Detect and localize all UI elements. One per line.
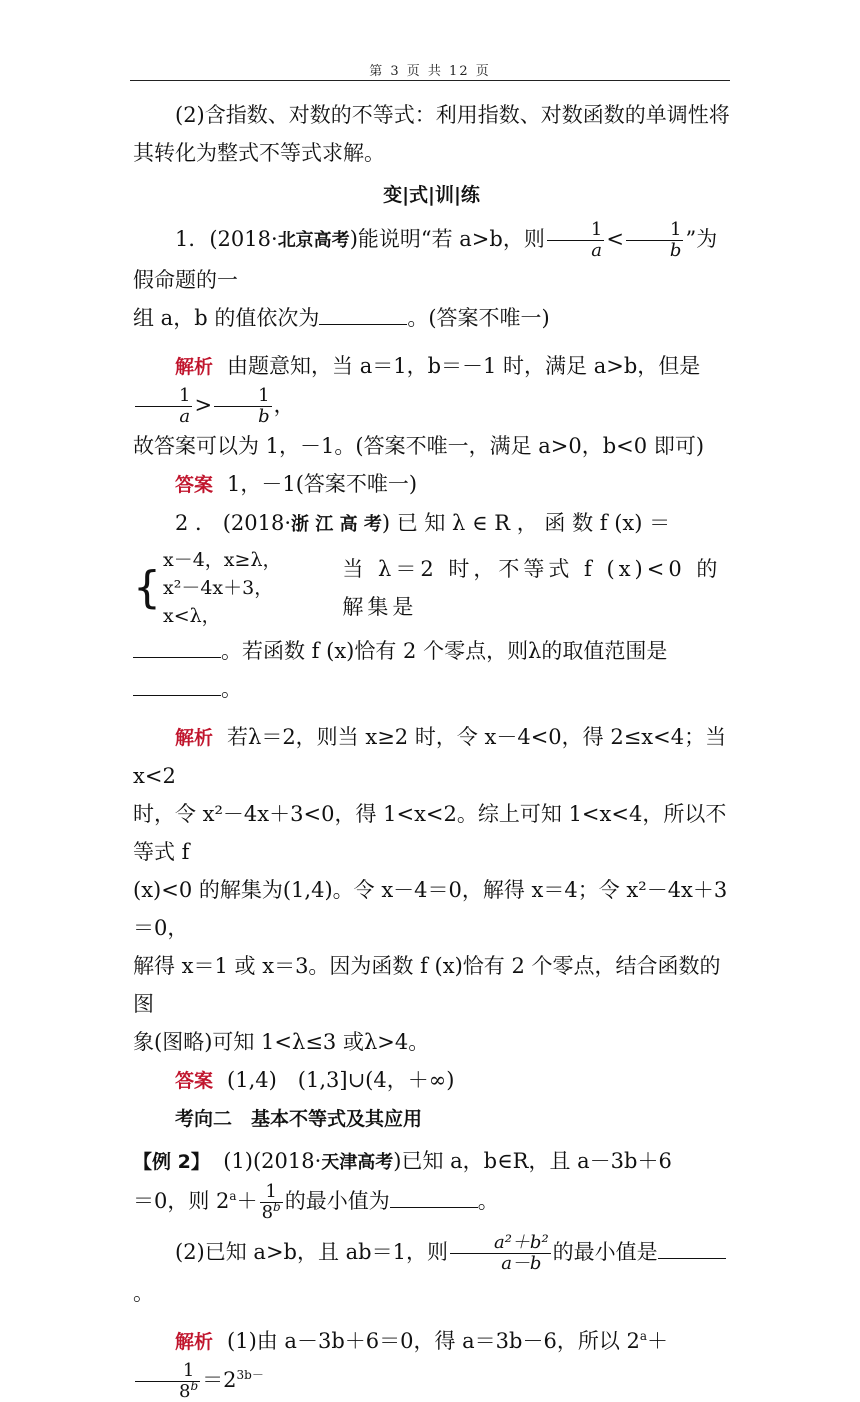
ex2-p1-frac-den bbox=[260, 1200, 283, 1223]
q1-analysis-frac-1 bbox=[135, 386, 192, 427]
q2-analysis-line1 bbox=[133, 718, 730, 795]
q2-line3-c: 。 bbox=[221, 677, 242, 701]
q1-analysis-frac-2-num: 1 bbox=[214, 386, 272, 407]
ex2-line2 bbox=[133, 1182, 730, 1223]
q1-analysis-label: 解析 bbox=[175, 356, 214, 378]
ex2-p2-frac-num: a²＋b² bbox=[450, 1233, 551, 1254]
q1-analysis-line1 bbox=[133, 347, 730, 427]
q1-analysis-a: 由题意知，当 a＝1，b＝－1 时，满足 a>b，但是 bbox=[227, 354, 701, 378]
q1-answer: 1，－1(答案不唯一) bbox=[227, 472, 418, 496]
ex2-p2-c: 。 bbox=[133, 1281, 154, 1305]
ex2-analysis-sup-a: a bbox=[639, 1329, 648, 1343]
para-2-line2: 其转化为整式不等式求解。 bbox=[133, 141, 385, 165]
q1-frac-1 bbox=[547, 220, 604, 261]
q2-analysis-label: 解析 bbox=[175, 727, 214, 749]
q2-prefix: 2 ． (2018· bbox=[175, 511, 292, 535]
q1-analysis-frac-2 bbox=[214, 386, 272, 427]
q2-cases bbox=[163, 546, 306, 630]
para-2-line1: (2)含指数、对数的不等式：利用指数、对数函数的单调性将 bbox=[175, 103, 730, 127]
ex2-p2-b: 的最小值是 bbox=[552, 1240, 658, 1264]
q1-line2-b: 。(答案不唯一) bbox=[407, 306, 550, 330]
q2-piecewise bbox=[133, 546, 730, 630]
q1-frac-2-den: b bbox=[669, 240, 682, 261]
ex2-p2-a: (2)已知 a>b，且 ab＝1，则 bbox=[175, 1240, 448, 1264]
q1-analysis-b: ， bbox=[273, 393, 295, 417]
q1-frac-1-den: a bbox=[591, 240, 602, 261]
ex2-analysis-label: 解析 bbox=[175, 1331, 214, 1353]
q1-analysis-line2: 故答案可以为 1，－1。(答案不唯一，满足 a>0，b<0 即可) bbox=[133, 434, 705, 458]
q2-line3 bbox=[133, 632, 730, 708]
q1-op: < bbox=[606, 227, 624, 251]
q1-line2-a: 组 a，b 的值依次为 bbox=[133, 306, 320, 330]
ex2-label: 【例 2】 bbox=[133, 1151, 210, 1173]
q1-line1 bbox=[133, 220, 730, 299]
ex2-p1-frac-num: 1 bbox=[260, 1182, 283, 1203]
ex2-p1-source: 天津高考 bbox=[321, 1152, 394, 1173]
q1-answer-blank bbox=[319, 306, 407, 325]
q1-analysis-frac-1-den: a bbox=[179, 406, 191, 427]
q2-analysis-1: 若λ＝2，则当 x≥2 时，令 x－4<0，得 2≤x<4；当 x<2 bbox=[133, 725, 727, 788]
ex2-blank-2 bbox=[658, 1240, 726, 1259]
q2-source: 浙 江 高 考 bbox=[291, 514, 382, 535]
ex2-p1-line2-b: 的最小值为 bbox=[284, 1189, 390, 1213]
ex2-analysis-a: (1)由 a－3b＋6＝0，得 a＝3b－6，所以 2 bbox=[227, 1329, 640, 1353]
q1-analysis-op: > bbox=[194, 393, 213, 417]
ex2-analysis-frac-den bbox=[135, 1379, 200, 1402]
ex2-p1-line2-c: 。 bbox=[477, 1189, 499, 1213]
q2-blank-2 bbox=[133, 677, 221, 696]
q2-analysis-line4: 解得 x＝1 或 x＝3。因为函数 f (x)恰有 2 个零点，结合函数的图 bbox=[133, 954, 721, 1016]
q2-answer-label: 答案 bbox=[175, 1070, 214, 1092]
ex2-analysis bbox=[133, 1322, 730, 1402]
q1-prefix: 1．(2018· bbox=[175, 227, 278, 251]
q2-analysis-line2: 时，令 x²－4x＋3<0，得 1<x<2。综上可知 1<x<4，所以不等式 f bbox=[133, 802, 727, 864]
q2-answer: (1,4) (1,3]∪(4，＋∞) bbox=[227, 1068, 455, 1092]
ex2-p2 bbox=[133, 1233, 730, 1312]
q2-blank-1 bbox=[133, 639, 221, 658]
ex2-analysis-frac-num: 1 bbox=[135, 1361, 200, 1382]
ex2-p1-plus: ＋ bbox=[236, 1189, 258, 1213]
ex2-analysis-frac-den-base: 8 bbox=[179, 1381, 191, 1402]
page-content bbox=[133, 96, 730, 1402]
q1-frac-2-num: 1 bbox=[626, 220, 684, 241]
q1-analysis-frac-1-num: 1 bbox=[135, 386, 192, 407]
section-title: 变|式|训|练 bbox=[383, 184, 480, 206]
ex2-analysis-b: ＝2 bbox=[202, 1368, 237, 1392]
ex2-analysis-sup-b: 3b－ bbox=[236, 1368, 264, 1382]
q2-case-2: x²－4x＋3，x<λ， bbox=[163, 577, 274, 627]
q2-line1 bbox=[133, 504, 730, 544]
q1-frac-2 bbox=[626, 220, 684, 261]
ex2-p1-a: (1)(2018· bbox=[223, 1149, 322, 1173]
q2-line3-b: 。若函数 f (x)恰有 2 个零点，则λ的取值范围是 bbox=[221, 639, 668, 663]
q2-case-text: 当 λ＝2 时，不等式 f (x)<0 的解集是 bbox=[342, 557, 722, 619]
q2-analysis-line5: 象(图略)可知 1<λ≤3 或λ>4。 bbox=[133, 1030, 430, 1054]
q2-text-a: ) 已 知 λ ∈ R ， 函 数 f (x) ＝ bbox=[381, 511, 671, 535]
ex2-p1-frac-den-base: 8 bbox=[261, 1202, 274, 1223]
ex2-p2-frac bbox=[450, 1233, 551, 1274]
left-brace-icon: { bbox=[133, 562, 161, 613]
q1-source: 北京高考 bbox=[277, 230, 350, 251]
header-rule bbox=[130, 80, 730, 81]
ex2-analysis-plus: ＋ bbox=[647, 1329, 669, 1353]
ex2-analysis-frac bbox=[135, 1361, 200, 1402]
q2-answer-line bbox=[133, 1061, 730, 1100]
ex2-p1-frac bbox=[260, 1182, 283, 1223]
q1-text-b: ”为假命题的一 bbox=[133, 227, 718, 292]
ex2-p1-sup-a: a bbox=[229, 1189, 237, 1203]
direction2-title: 考向二 基本不等式及其应用 bbox=[175, 1108, 423, 1130]
ex2-blank-1 bbox=[390, 1189, 478, 1208]
q2-case-1: x－4，x≥λ， bbox=[163, 549, 282, 571]
q1-answer-label: 答案 bbox=[175, 474, 214, 496]
ex2-p2-frac-den: a－b bbox=[501, 1253, 542, 1274]
page-header: 第 3 页 共 12 页 bbox=[369, 64, 491, 79]
q1-text-a: )能说明“若 a>b，则 bbox=[349, 227, 545, 251]
q1-frac-1-num: 1 bbox=[547, 220, 604, 241]
q2-analysis-line3: (x)<0 的解集为(1,4)。令 x－4＝0，解得 x＝4；令 x²－4x＋3＝0， bbox=[133, 878, 728, 940]
q1-line2 bbox=[133, 299, 730, 337]
q1-answer-line bbox=[133, 465, 730, 504]
ex2-analysis-frac-den-sup: b bbox=[190, 1379, 199, 1393]
ex2-p1-line2-a: ＝0，则 2 bbox=[133, 1189, 230, 1213]
q1-analysis-frac-2-den: b bbox=[258, 406, 270, 427]
ex2-p1-b: )已知 a，b∈R，且 a－3b＋6 bbox=[393, 1149, 672, 1173]
ex2-line1 bbox=[133, 1142, 730, 1182]
ex2-p1-frac-den-sup: b bbox=[273, 1200, 281, 1214]
